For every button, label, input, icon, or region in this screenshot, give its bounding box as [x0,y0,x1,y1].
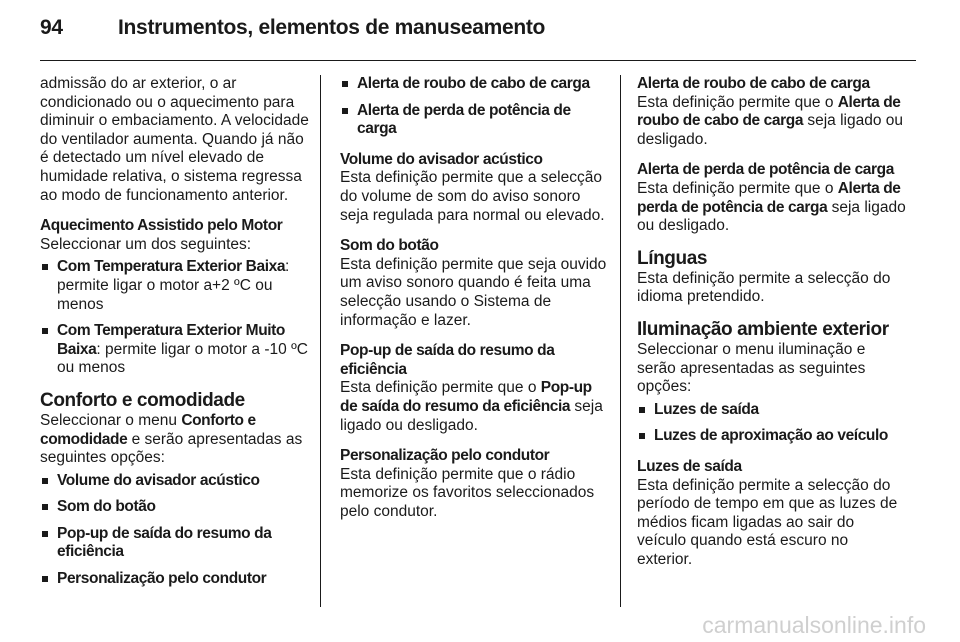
driver-section [340,447,608,521]
popup-section [340,342,608,435]
engine-heating-section [40,217,310,378]
comfort-text: Seleccionar o menu Conforto e comodidade e serão apresentadas as seguintes opções: [40,411,303,467]
list-item: Com Temperatura Exterior Muito Baixa: permite ligar o motor a -10 ºC ou menos [40,322,310,378]
button-sound-text: Esta definição permite que seja ouvido um aviso sonoro quando é feita uma selecção usando o Sistema de informação e lazer. [340,255,607,329]
list-item: Pop-up de saída do resumo da eficiência [40,525,310,562]
power-loss-heading: Alerta de perda de potência de carga [637,161,894,179]
column-2 [340,75,608,533]
lighting-heading: Iluminação ambiente exterior [637,318,889,340]
exit-lights-heading: Luzes de saída [637,457,742,475]
comfort-list [40,472,310,589]
theft-section [637,75,907,149]
volume-section [340,151,608,225]
popup-heading: Pop-up de saída do resumo da eficiência [340,342,555,378]
lighting-text: Seleccionar o menu iluminação e serão apresentadas as seguintes opções: [637,340,866,396]
list-item: Com Temperatura Exterior Baixa: permite ligar o motor a+2 ºC ou menos [40,258,310,314]
list-item: Luzes de aproximação ao veículo [637,427,907,446]
page-number: 94 [40,16,63,39]
page-header [40,16,916,61]
list-item: Personalização pelo condutor [40,570,310,589]
languages-text: Esta definição permite a selecção do idioma pretendido. [637,269,891,306]
button-sound-section [340,237,608,330]
driver-heading: Personalização pelo condutor [340,447,550,465]
list-item: Som do botão [40,498,310,517]
exit-lights-section [637,458,907,570]
list-item: Luzes de saída [637,401,907,420]
watermark: carmanualsonline.info [702,612,926,638]
comfort-heading: Conforto e comodidade [40,389,245,411]
page-title: Instrumentos, elementos de manuseamento [118,16,546,39]
engine-heating-text: Seleccionar um dos seguintes: [40,235,252,253]
list-item: Alerta de perda de potência de carga [340,102,608,139]
list-item: Volume do avisador acústico [40,472,310,491]
lighting-list [637,401,907,446]
volume-text: Esta definição permite que a selecção do volume de som do aviso sonoro seja regulada para normal ou elevado. [340,169,605,224]
engine-heating-heading: Aquecimento Assistido pelo Motor [40,217,283,235]
theft-text: Esta definição permite que o Alerta de roubo de cabo de carga seja ligado ou desligado. [637,93,904,148]
volume-heading: Volume do avisador acústico [340,150,543,168]
power-loss-section [637,161,907,235]
lighting-section [637,319,907,446]
power-loss-text: Esta definição permite que o Alerta de perda de potência de carga seja ligado ou desligado. [637,179,906,235]
list-item: Alerta de roubo de cabo de carga [340,75,608,94]
button-sound-heading: Som do botão [340,237,439,255]
column-3 [637,75,907,581]
comfort-section [40,390,310,589]
languages-section [637,248,907,307]
intro-paragraph: admissão do ar exterior, o ar condicionado ou o aquecimento para diminuir o embaciamento. A velocidade do ventilador aumenta. Quando já não é detectado um nível elevado de humidade relativa, o sistema regressa ao modo de funcionamento anterior. [40,75,309,204]
column-divider-1 [320,75,321,607]
theft-heading: Alerta de roubo de cabo de carga [637,75,870,92]
exit-lights-text: Esta definição permite a selecção do período de tempo em que as luzes de médios ficam ligadas ao sair do veículo quando está escuro no exterior. [637,476,898,568]
engine-heating-list [40,258,310,378]
column-divider-2 [620,75,621,607]
alert-list [340,75,608,139]
popup-text: Esta definição permite que o Pop-up de saída do resumo da eficiência seja ligado ou desligado. [340,379,603,434]
driver-text: Esta definição permite que o rádio memorize os favoritos seleccionados pelo condutor. [340,465,595,520]
column-1 [40,75,310,601]
languages-heading: Línguas [637,247,708,269]
